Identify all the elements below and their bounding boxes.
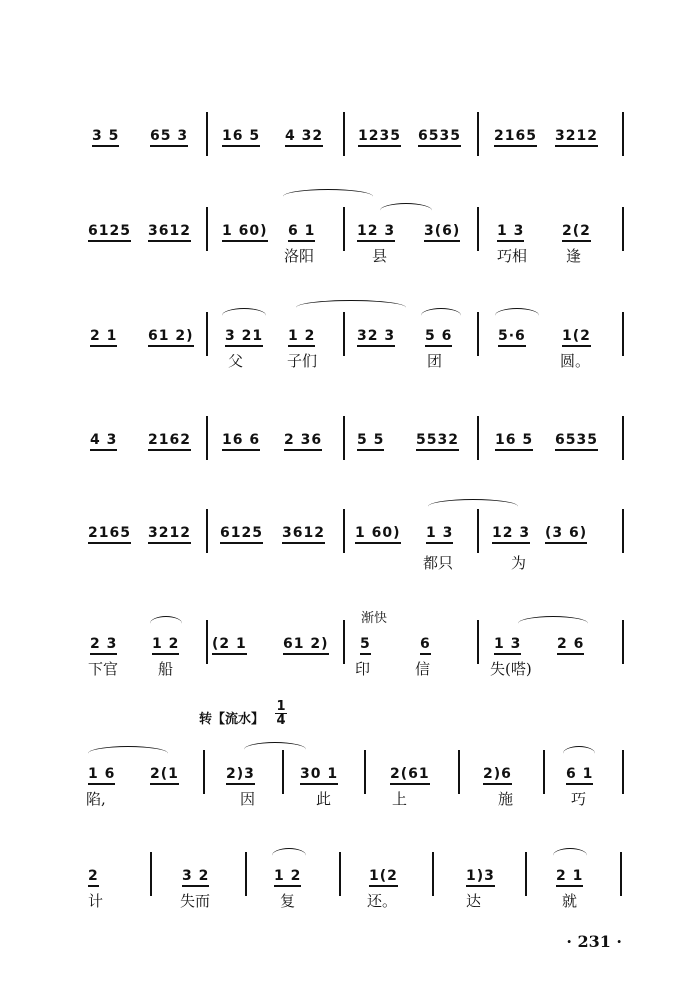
bar-line <box>622 416 624 460</box>
slur <box>380 203 432 218</box>
note-group: 6 <box>420 636 431 652</box>
lyric: 洛阳 <box>284 247 315 265</box>
note-group: 2(61 <box>390 766 430 782</box>
note-group: 1 6 <box>88 766 116 782</box>
note-group: 1 3 <box>426 525 454 541</box>
bar-line <box>477 509 479 553</box>
note-group: 5 5 <box>357 432 385 448</box>
lyric: 下官 <box>88 660 119 678</box>
lyric: 因 <box>240 790 256 808</box>
note-group: 1 2 <box>288 328 316 344</box>
note-group: 1 60) <box>355 525 401 541</box>
note-group: 5·6 <box>498 328 526 344</box>
note-group: 1 3 <box>494 636 522 652</box>
slur <box>553 848 587 863</box>
note-group: 4 32 <box>285 128 324 144</box>
bar-line <box>343 112 345 156</box>
lyric: 上 <box>392 790 408 808</box>
lyric: 巧相 <box>497 247 528 265</box>
note-group: 2(1 <box>150 766 179 782</box>
note-group: 2 3 <box>90 636 118 652</box>
note-group: 32 3 <box>357 328 396 344</box>
slur <box>244 742 306 757</box>
lyric: 县 <box>372 247 388 265</box>
note-group: 12 3 <box>357 223 396 239</box>
note-group: 1(2 <box>369 868 398 884</box>
note-group: 2165 <box>88 525 131 541</box>
note-group: 16 6 <box>222 432 261 448</box>
lyric: 逢 <box>566 247 582 265</box>
note-group: 1 2 <box>274 868 302 884</box>
lyric: 达 <box>466 892 482 910</box>
bar-line <box>622 112 624 156</box>
note-group: (2 1 <box>212 636 247 652</box>
note-group: 65 3 <box>150 128 189 144</box>
lyric: 圆。 <box>560 352 591 370</box>
slur <box>421 308 461 323</box>
lyric: 为 <box>511 554 527 572</box>
note-group: 61 2) <box>148 328 194 344</box>
note-group: 1 2 <box>152 636 180 652</box>
note-group: 3(6) <box>424 223 461 239</box>
lyric: 团 <box>427 352 443 370</box>
note-group: 5 <box>360 636 371 652</box>
time-sig-top: 1 <box>276 699 286 714</box>
note-group: 6125 <box>88 223 131 239</box>
note-group: 1235 <box>358 128 401 144</box>
slur <box>150 616 182 631</box>
lyric: 船 <box>158 660 174 678</box>
lyric: 巧 <box>571 790 587 808</box>
note-group: (3 6) <box>545 525 588 541</box>
slur <box>88 746 168 761</box>
lyric: 施 <box>498 790 514 808</box>
slur <box>495 308 539 323</box>
bar-line <box>622 509 624 553</box>
slur <box>518 616 588 631</box>
note-group: 1)3 <box>466 868 495 884</box>
lyric: 子们 <box>287 352 318 370</box>
lyric: 复 <box>280 892 296 910</box>
lyric: 父 <box>228 352 244 370</box>
lyric: 印 <box>355 660 371 678</box>
note-group: 12 3 <box>492 525 531 541</box>
note-group: 30 1 <box>300 766 339 782</box>
note-group: 16 5 <box>495 432 534 448</box>
note-group: 1(2 <box>562 328 591 344</box>
lyric: 信 <box>415 660 431 678</box>
note-group: 2)3 <box>226 766 255 782</box>
bar-line <box>206 509 208 553</box>
note-group: 6125 <box>220 525 263 541</box>
bar-line <box>206 112 208 156</box>
note-group: 2 1 <box>90 328 118 344</box>
lyric: 还。 <box>367 892 398 910</box>
note-group: 6535 <box>418 128 461 144</box>
note-group: 2 36 <box>284 432 323 448</box>
slur <box>563 746 595 761</box>
note-group: 2 <box>88 868 99 884</box>
note-group: 3212 <box>555 128 598 144</box>
key-change-text: 转【流水】 <box>199 712 265 727</box>
lyric: 就 <box>562 892 578 910</box>
lyric: 此 <box>316 790 332 808</box>
bar-line <box>477 112 479 156</box>
key-change-mark <box>199 699 286 728</box>
note-group: 1 60) <box>222 223 268 239</box>
bar-line <box>343 416 345 460</box>
bar-line <box>206 416 208 460</box>
slur <box>272 848 306 863</box>
note-group: 4 3 <box>90 432 118 448</box>
note-group: 6535 <box>555 432 598 448</box>
time-sig-bottom: 4 <box>276 713 286 728</box>
lyric: 计 <box>88 892 104 910</box>
note-group: 5 6 <box>425 328 453 344</box>
tempo-mark: 渐快 <box>361 611 388 626</box>
note-group: 3 5 <box>92 128 120 144</box>
page-number: · 231 · <box>566 932 622 951</box>
lyric: 陷, <box>86 790 106 808</box>
note-group: 6 1 <box>288 223 316 239</box>
note-group: 2 1 <box>556 868 584 884</box>
lyric: 失(嗒) <box>490 660 532 678</box>
note-group: 2165 <box>494 128 537 144</box>
note-group: 3612 <box>282 525 325 541</box>
note-group: 2)6 <box>483 766 512 782</box>
note-group: 3 2 <box>182 868 210 884</box>
note-group: 2(2 <box>562 223 591 239</box>
lyric: 失而 <box>180 892 211 910</box>
note-group: 61 2) <box>283 636 329 652</box>
note-group: 2 6 <box>557 636 585 652</box>
note-group: 1 3 <box>497 223 525 239</box>
note-group: 3612 <box>148 223 191 239</box>
note-group: 6 1 <box>566 766 594 782</box>
time-signature <box>275 700 287 727</box>
note-group: 5532 <box>416 432 459 448</box>
slur <box>222 308 266 323</box>
note-group: 3212 <box>148 525 191 541</box>
slur <box>283 189 373 204</box>
bar-line <box>477 416 479 460</box>
lyric: 都只 <box>423 554 454 572</box>
note-group: 3 21 <box>225 328 264 344</box>
bar-line <box>343 509 345 553</box>
slur <box>428 499 518 514</box>
note-group: 16 5 <box>222 128 261 144</box>
slur <box>296 300 406 315</box>
note-group: 2162 <box>148 432 191 448</box>
